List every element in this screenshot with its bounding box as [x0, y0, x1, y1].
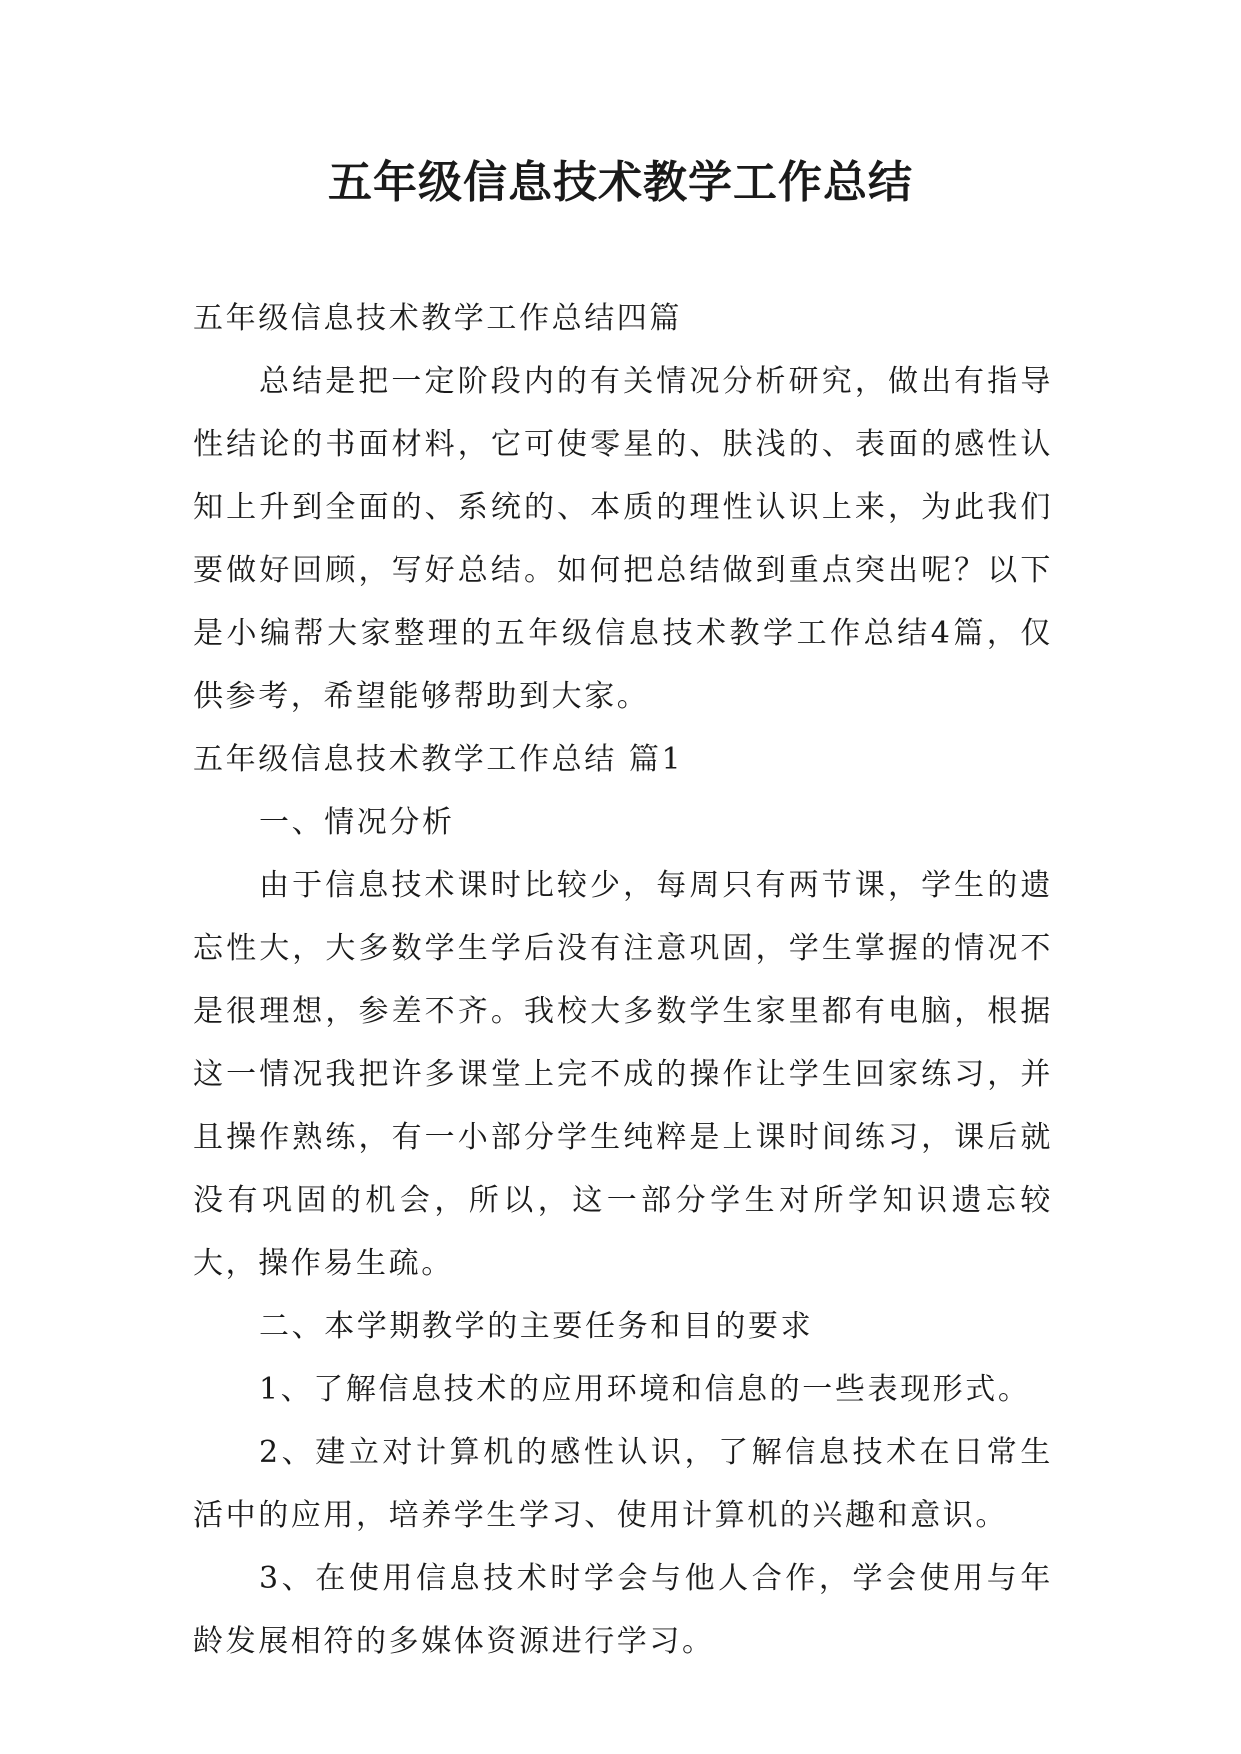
task-item-2: 2、建立对计算机的感性认识，了解信息技术在日常生活中的应用，培养学生学习、使用计算机的兴趣和意识。 [193, 1435, 1053, 1533]
task-item-3: 3、在使用信息技术时学会与他人合作，学会使用与年龄发展相符的多媒体资源进行学习。 [193, 1561, 1053, 1659]
document-body [193, 287, 1053, 1673]
subtitle-paragraph: 五年级信息技术教学工作总结四篇 [193, 301, 682, 336]
subheading-main-tasks: 二、本学期教学的主要任务和目的要求 [259, 1309, 814, 1344]
subheading-situation-analysis: 一、情况分析 [259, 805, 455, 840]
intro-paragraph: 总结是把一定阶段内的有关情况分析研究，做出有指导性结论的书面材料，它可使零星的、肤浅的、表面的感性认知上升到全面的、系统的、本质的理性认识上来，为此我们要做好回顾，写好总结。如何把总结做到重点突出呢？以下是小编帮大家整理的五年级信息技术教学工作总结4篇，仅供参考，希望能够帮助到大家。 [193, 364, 1053, 714]
section-heading-part1: 五年级信息技术教学工作总结 篇1 [193, 742, 684, 777]
document-title: 五年级信息技术教学工作总结 [328, 157, 913, 208]
task-item-1: 1、了解信息技术的应用环境和信息的一些表现形式。 [259, 1372, 1031, 1407]
situation-paragraph: 由于信息技术课时比较少，每周只有两节课，学生的遗忘性大，大多数学生学后没有注意巩固，学生掌握的情况不是很理想，参差不齐。我校大多数学生家里都有电脑，根据这一情况我把许多课堂上完不成的操作让学生回家练习，并且操作熟练，有一小部分学生纯粹是上课时间练习，课后就没有巩固的机会，所以，这一部分学生对所学知识遗忘较大，操作易生疏。 [193, 868, 1053, 1281]
